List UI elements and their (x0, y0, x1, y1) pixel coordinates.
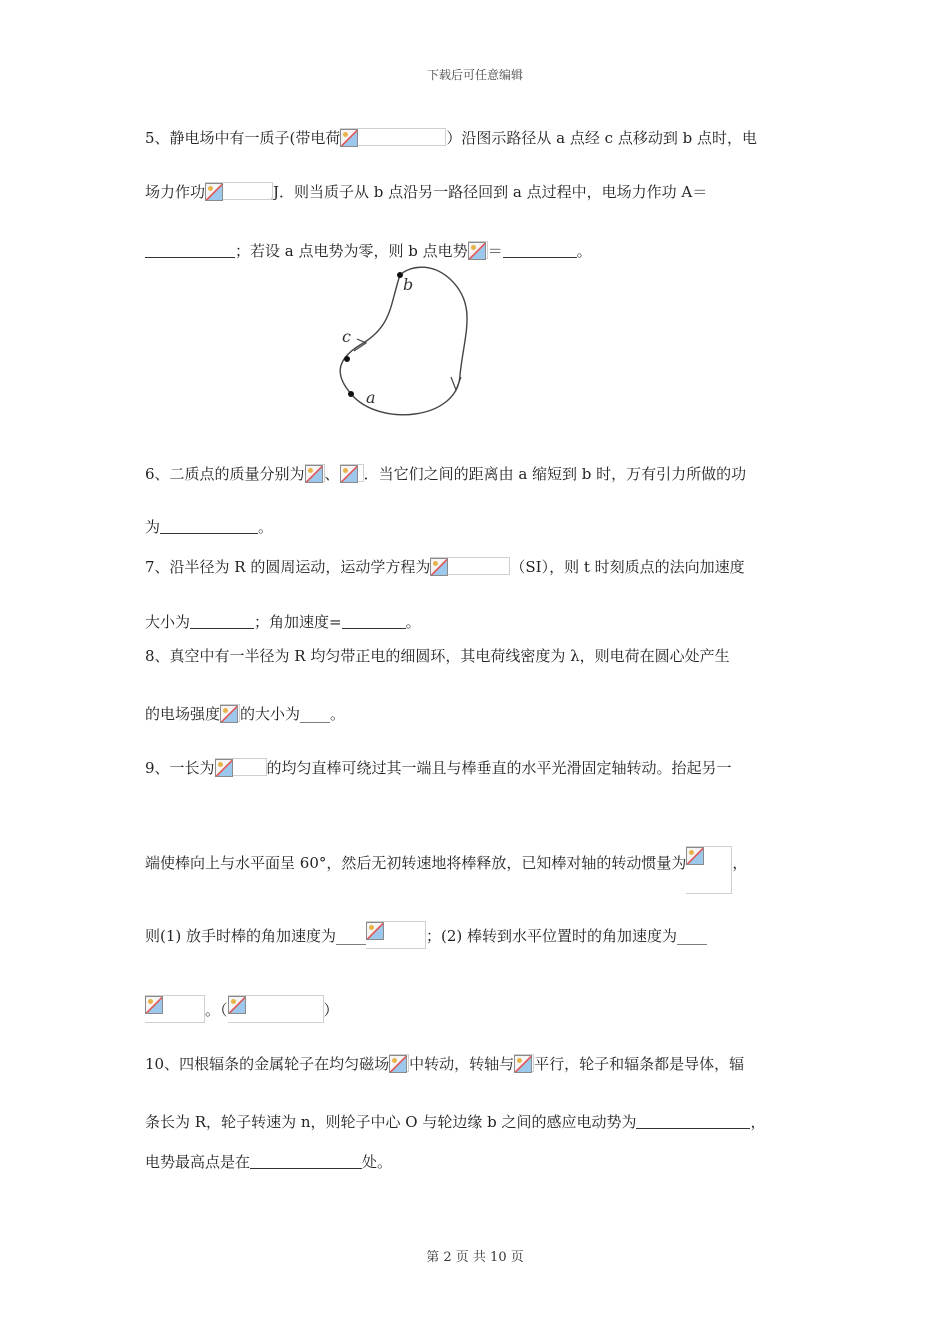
q10-line3 (145, 1151, 392, 1173)
q9-line2 (145, 846, 747, 894)
q10-text: 平行，轮子和辐条都是导体，辐 (534, 1055, 745, 1073)
formula-image (686, 846, 732, 894)
q10-text: 电势最高点是在 (145, 1153, 251, 1171)
q9-line3 (145, 921, 707, 949)
q5-text: ）沿图示路径从 a 点经 c 点移动到 b 点时，电 (446, 129, 757, 147)
q7-text: 7、沿半径为 R 的圆周运动，运动学方程为 (145, 558, 431, 576)
q9-text: ；(2) 棒转到水平位置时的角加速度为____ (426, 927, 708, 945)
formula-image (305, 464, 325, 482)
point-c (344, 356, 350, 362)
q7-text: 大小为 (145, 613, 191, 631)
q10-text: 条长为 R，轮子转速为 n，则轮子中心 O 与轮边缘 b 之间的感应电动势为 (145, 1113, 637, 1131)
formula-image (340, 128, 446, 146)
broken-image-icon (389, 1055, 407, 1073)
q5-text: J．则当质子从 b 点沿另一路径回到 a 点过程中，电场力作功 A＝ (273, 183, 708, 201)
q7-text: （SI），则 t 时刻质点的法向加速度 (510, 558, 745, 576)
broken-image-icon (220, 705, 238, 723)
broken-image-icon (514, 1055, 532, 1073)
formula-image (220, 704, 240, 722)
q9-text: 端使棒向上与水平面呈 60°，然后无初转速地将棒释放，已知棒对轴的转动惯量为 (145, 854, 687, 872)
formula-image (205, 182, 273, 200)
broken-image-icon (340, 129, 358, 147)
formula-image (228, 995, 324, 1023)
broken-image-icon (215, 759, 233, 777)
q9-text: 9、一长为 (145, 759, 215, 777)
label-b: b (403, 275, 414, 294)
q10-text: 处。 (362, 1153, 393, 1171)
answer-blank (636, 1114, 750, 1129)
answer-blank (190, 614, 254, 629)
q9-text: ， (732, 854, 748, 872)
page-footer: 第 2 页 共 10 页 (426, 1250, 524, 1265)
q5-line3 (145, 240, 592, 262)
q10-line2 (145, 1111, 765, 1133)
q5-text: ＝ (487, 242, 503, 260)
formula-image (468, 241, 488, 259)
q6-text: ．当它们之间的距离由 a 缩短到 b 时，万有引力所做的功 (363, 465, 747, 483)
broken-image-icon (340, 465, 358, 483)
q6-text: 为 (145, 518, 161, 536)
point-a (348, 391, 354, 397)
q5-text: 5、静电场中有一质子(带电荷 (145, 129, 341, 147)
q7-line1 (145, 556, 745, 578)
broken-image-icon (430, 558, 448, 576)
q8-line1: 8、真空中有一半径为 R 均匀带正电的细圆环，其电荷线密度为 λ，则电荷在圆心处产生 (145, 647, 730, 665)
q10-text: 10、四根辐条的金属轮子在均匀磁场 (145, 1055, 390, 1073)
label-a: a (366, 388, 376, 407)
broken-image-icon (366, 922, 384, 940)
q8-line2 (145, 703, 345, 725)
q7-text: ；角加速度= (254, 613, 342, 631)
q10-line1 (145, 1053, 744, 1075)
q6-text: 、 (324, 465, 340, 483)
q6-text: 6、二质点的质量分别为 (145, 465, 305, 483)
formula-image (366, 921, 426, 949)
q7-line2 (145, 611, 421, 633)
q5-text: 。 (576, 242, 592, 260)
q9-line4 (145, 995, 339, 1023)
formula-image (389, 1054, 409, 1072)
formula-image (145, 995, 205, 1023)
formula-image (514, 1054, 534, 1072)
broken-image-icon (686, 847, 704, 865)
answer-blank (250, 1154, 362, 1169)
broken-image-icon (205, 183, 223, 201)
q9-text: 则(1) 放手时棒的角加速度为____ (145, 927, 367, 945)
q7-text: 。 (405, 613, 421, 631)
q6-line1 (145, 463, 746, 485)
q10-text: 中转动，转轴与 (409, 1055, 515, 1073)
q10-text: ， (750, 1113, 766, 1131)
q5-line2 (145, 181, 707, 203)
q9-text: 的均匀直棒可绕过其一端且与棒垂直的水平光滑固定轴转动。抬起另一 (266, 759, 732, 777)
q9-text: ） (323, 1001, 339, 1019)
page-header: 下载后可任意编辑 (426, 68, 523, 82)
formula-image (430, 557, 510, 575)
formula-image (215, 758, 267, 776)
q9-text: 。（ (205, 1001, 228, 1019)
broken-image-icon (305, 465, 323, 483)
q9-line1 (145, 757, 732, 779)
q5-text: 场力作功 (145, 183, 206, 201)
q8-text: 的大小为____。 (240, 705, 346, 723)
path-figure (330, 265, 480, 425)
q6-text: 。 (258, 518, 274, 536)
q6-line2 (145, 516, 273, 538)
formula-image (340, 464, 364, 482)
answer-blank (145, 243, 235, 258)
q5-line1 (145, 127, 757, 149)
answer-blank (503, 243, 577, 258)
q8-text: 的电场强度 (145, 705, 221, 723)
label-c: c (342, 327, 351, 346)
broken-image-icon (145, 996, 163, 1014)
answer-blank (342, 614, 406, 629)
broken-image-icon (468, 242, 486, 260)
q5-text: ；若设 a 点电势为零，则 b 点电势 (235, 242, 468, 260)
answer-blank (160, 519, 258, 534)
broken-image-icon (228, 996, 246, 1014)
